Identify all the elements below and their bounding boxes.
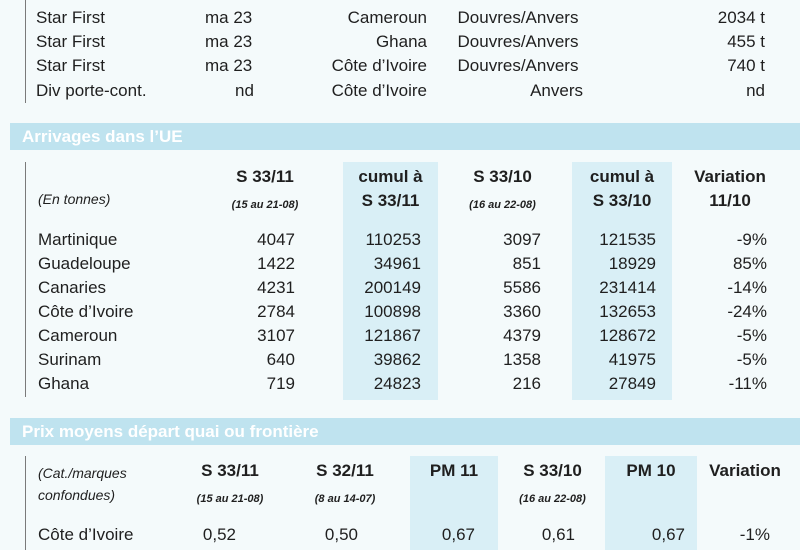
row-label: Surinam (38, 350, 102, 369)
cell: 3107 (257, 326, 295, 345)
unit-label: (Cat./marques (38, 465, 127, 481)
cell: 27849 (608, 374, 656, 393)
cell: 2784 (257, 302, 295, 321)
column-subheader: (8 au 14-07) (314, 493, 376, 505)
row-label: Guadeloupe (38, 254, 131, 273)
column-header: PM 10 (626, 461, 676, 480)
left-rule (25, 162, 26, 397)
column-header: cumul à (589, 167, 655, 186)
ship-name: Star First (36, 56, 105, 75)
cell: 0,67 (651, 525, 685, 544)
ship-origin: Cameroun (347, 8, 427, 27)
column-header: S 33/10 (523, 461, 582, 480)
cell: 4379 (503, 326, 541, 345)
column-header: Variation (709, 461, 781, 480)
cell: 3360 (503, 302, 541, 321)
cell: 851 (512, 254, 541, 273)
ship-date: ma 23 (205, 8, 253, 27)
row-label: Côte d’Ivoire (38, 525, 134, 544)
unit-label: (En tonnes) (38, 191, 111, 207)
ship-origin: Côte d’Ivoire (331, 56, 427, 75)
column-header: S 33/11 (361, 191, 420, 210)
cell: 0,61 (541, 525, 575, 544)
cell: 85% (732, 254, 767, 273)
cell: -5% (736, 350, 767, 369)
left-rule (25, 0, 26, 103)
ship-route: Douvres/Anvers (457, 56, 579, 75)
cell: 4231 (257, 278, 295, 297)
row-label: Ghana (38, 374, 90, 393)
ship-date: nd (235, 81, 254, 100)
column-header: Variation (694, 167, 766, 186)
cell: -11% (728, 374, 767, 393)
cell: -5% (736, 326, 767, 345)
ship-name: Div porte-cont. (36, 81, 147, 100)
ship-qty: nd (746, 81, 765, 100)
ship-origin: Ghana (375, 32, 427, 51)
section-title: Arrivages dans l’UE (10, 123, 800, 150)
cell: 0,52 (202, 525, 236, 544)
left-rule (25, 456, 26, 550)
column-subheader: (16 au 22-08) (519, 493, 586, 505)
column-header: S 32/11 (316, 461, 374, 480)
cell: 121867 (364, 326, 421, 345)
cell: -9% (736, 230, 767, 249)
ship-route: Douvres/Anvers (457, 32, 579, 51)
cell: 5586 (503, 278, 541, 297)
row-label: Martinique (38, 230, 118, 249)
cell: 128672 (599, 326, 656, 345)
cell: 100898 (364, 302, 421, 321)
cell: 39862 (373, 350, 421, 369)
column-header: S 33/11 (236, 167, 294, 186)
column-header: S 33/10 (592, 191, 652, 210)
cell: 640 (266, 350, 295, 369)
row-label: Côte d’Ivoire (38, 302, 134, 321)
cell: 132653 (599, 302, 656, 321)
cell: 0,67 (441, 525, 475, 544)
unit-label: confondues) (38, 487, 116, 503)
cell: 1422 (257, 254, 295, 273)
column-header: 11/10 (709, 191, 751, 210)
ship-name: Star First (36, 32, 105, 51)
cell: 110253 (365, 230, 421, 249)
ship-route: Douvres/Anvers (457, 8, 579, 27)
cell: 34961 (373, 254, 421, 273)
cell: -1% (739, 525, 770, 544)
column-subheader: (16 au 22-08) (469, 199, 536, 211)
cell: 24823 (373, 374, 421, 393)
column-subheader: (15 au 21-08) (231, 199, 299, 211)
cell: 121535 (599, 230, 656, 249)
ship-qty: 740 t (727, 56, 765, 75)
cell: -14% (727, 278, 767, 297)
ship-route: Anvers (530, 81, 583, 100)
cell: -24% (727, 302, 767, 321)
cell: 200149 (364, 278, 421, 297)
ship-name: Star First (36, 8, 105, 27)
section-title: Prix moyens départ quai ou frontière (10, 418, 800, 445)
row-label: Canaries (38, 278, 107, 297)
ship-qty: 2034 t (717, 8, 765, 27)
ship-qty: 455 t (727, 32, 765, 51)
column-header: PM 11 (429, 461, 479, 480)
cell: 3097 (503, 230, 541, 249)
cell: 18929 (608, 254, 656, 273)
cell: 0,50 (324, 525, 358, 544)
row-label: Cameroun (38, 326, 118, 345)
column-header: cumul à (358, 167, 423, 186)
column-header: S 33/10 (473, 167, 532, 186)
ship-date: ma 23 (205, 32, 253, 51)
column-header: S 33/11 (201, 461, 259, 480)
ship-origin: Côte d’Ivoire (331, 81, 427, 100)
cell: 216 (512, 374, 541, 393)
column-subheader: (15 au 21-08) (196, 493, 264, 505)
ship-date: ma 23 (205, 56, 253, 75)
cell: 1358 (503, 350, 541, 369)
cell: 231414 (599, 278, 656, 297)
cell: 719 (266, 374, 295, 393)
cell: 4047 (257, 230, 295, 249)
cell: 41975 (608, 350, 656, 369)
